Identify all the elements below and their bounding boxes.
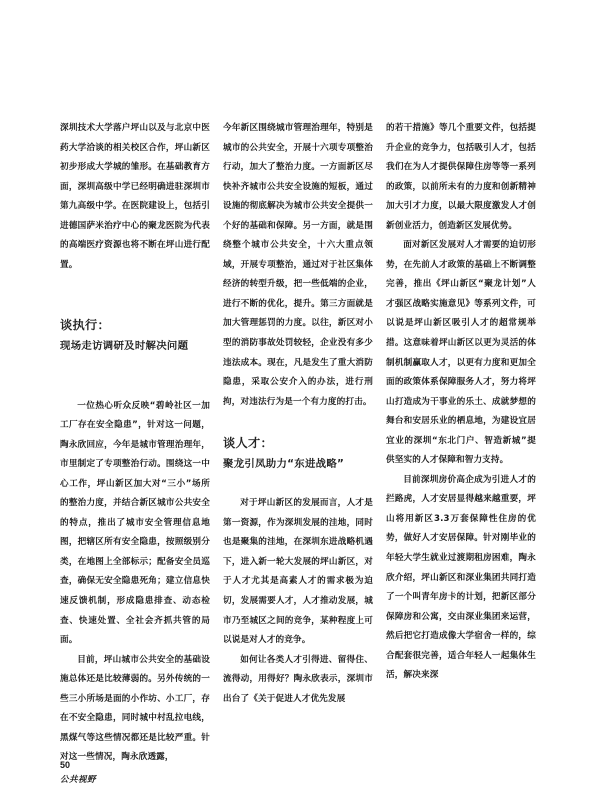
text-column-1 xyxy=(60,119,210,768)
page-number: 50 xyxy=(60,760,71,770)
section-heading-execution: 谈执行： xyxy=(60,318,110,333)
section-heading-talent: 谈人才： xyxy=(223,435,273,450)
column2-paragraph-1: 今年新区围绕城市管理治理年，特别是城市的公共安全，开展十六项专项整治行动，加大了整治力度。一方面新区尽快补齐城市公共安全设施的短板，通过设施的彻底解决为城市公共安全提供一个好的基础和保障。另一方面，就是围绕整个城市公共安全，十六大重点领域，开展专项整治，通过对于社区集体经济的转型升级，把一些低端的企业，进行不断的优化，提升。第三方面就是加大管理惩罚的力度。以往，新区对小型的消防事故处罚较轻，企业没有多少违法成本。现在，凡是发生了重大消防隐患，采取公安介入的办法，进行刑拘，对违法行为是一个有力度的打击。 xyxy=(223,123,373,407)
column3-paragraph-2: 面对新区发展对人才需要的迫切形势，在先前人才政策的基础上不断调整完善，推出《坪山新区“聚龙计划”人才强区战略实施意见》等系列文件，可以说是坪山新区吸引人才的超常规举措。这意味着坪山新区以更为灵活的体制机制赢取人才，以更有力度和更加全面的政策体系保障服务人才，努力将坪山打造成为干事业的乐土、成就梦想的舞台和安居乐业的栖息地，为建设宜居宜业的深圳“东北门户、智造新城”提供坚实的人才保障和智力支持。 xyxy=(386,240,536,466)
column3-paragraph-1: 的若干措施》等几个重要文件，包括提升企业的竞争力，包括吸引人才，包括我们在为人才提供保障住房等等一系列的政策，以前所未有的力度和创新精神加大引才力度，以最大限度激发人才创新创业活力，创造新区发展优势。 xyxy=(386,123,536,231)
magazine-name: 公共视野 xyxy=(60,775,97,785)
column1-paragraph-2: 一位热心听众反映“碧岭社区一加工厂存在安全隐患”，针对这一问题，陶永欣回应，今年是城市管理治理年，市里制定了专项整治行动。围绕这一中心工作，坪山新区加大对“三小”场所的整治力度，并结合新区城市公共安全的特点，推出了城市安全管理信息地图，把辖区所有安全隐患，按照级别分类，在地图上全部标示；配备安全员巡查，确保无安全隐患死角；建立信息快速反馈机制，形成隐患排查、动态检查、快速处置、全社会齐抓共管的局面。 xyxy=(60,400,210,646)
column2-paragraph-2: 对于坪山新区的发展而言，人才是第一资源，作为深圳发展的洼地，同时也是聚集的洼地，在深圳东进战略机遇下，进入新一轮大发展的坪山新区，对于人才尤其是高素人才的需求极为迫切，发展需要人才，人才推动发展，城市乃至城区之间的竞争，某种程度上可以说是对人才的竞争。 xyxy=(223,498,373,646)
column1-paragraph-1: 深圳技术大学落户坪山以及与北京中医药大学洽谈的相关校区合作，坪山新区初步形成大学城的雏形。在基础教育方面，深圳高级中学已经明确进驻深圳市第九高级中学。在医院建设上，包括引进德国萨米治疗中心的聚龙医院为代表的高端医疗资源也将不断在坪山进行配置。 xyxy=(60,123,210,270)
section-subheading-execution: 现场走访调研及时解决问题 xyxy=(60,340,189,353)
column1-paragraph-3: 目前，坪山城市公共安全的基础设施总体还是比较薄弱的。另外传统的一些三小所场是面的小作坊、小工厂，存在不安全隐患，同时城中村乱拉电线，黑煤气等这些情况都还是比较严重。针对这一些情况，陶永欣透露， xyxy=(60,654,210,763)
column2-paragraph-3: 如何让各类人才引得进、留得住、流得动，用得好？陶永欣表示，深圳市出台了《关于促进人才优先发展 xyxy=(223,654,373,704)
text-column-2 xyxy=(223,119,373,709)
column3-paragraph-3: 目前深圳房价高企成为引进人才的拦路虎，人才安居显得越来越重要，坪山将用新区3.3万套保障性住房的优势，做好人才安居保障。针对刚毕业的年轻大学生就业过渡期租房困难，陶永欣介绍，坪山新区和深业集团共同打造了一个叫青年房卡的计划，把新区部分保障房和公寓，交由深业集团来运营，然后把它打造成像大学宿舍一样的，综合配套很完善，适合年轻人一起集体生活，解决来深 xyxy=(386,474,536,681)
section-subheading-talent: 聚龙引凤助力“东进战略” xyxy=(223,457,345,470)
text-column-3 xyxy=(386,119,536,686)
